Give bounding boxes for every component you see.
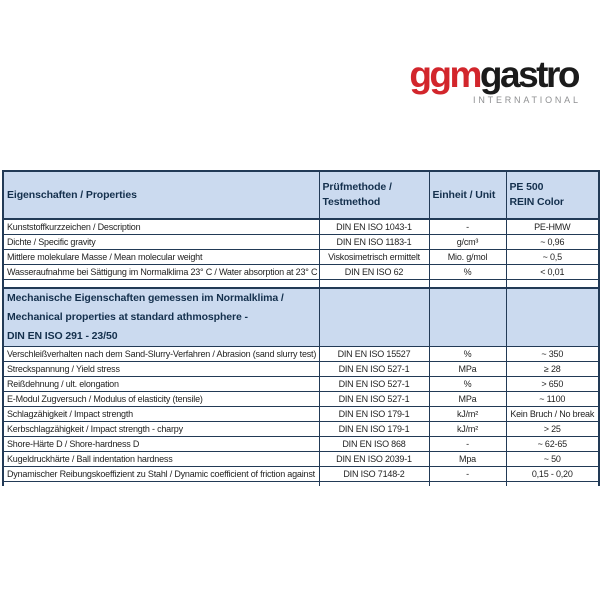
method-cell: DIN EN ISO 868 <box>319 437 429 452</box>
brand-logo <box>409 54 581 105</box>
section-header-cell <box>3 288 319 347</box>
unit-cell: kJ/m² <box>429 407 506 422</box>
unit-cell: Mpa <box>429 452 506 467</box>
section-line-2: Mechanical properties at standard athmosphere - <box>7 311 248 323</box>
value-cell: ~ 50 <box>506 452 599 467</box>
unit-cell: Mio. g/mol <box>429 250 506 265</box>
unit-cell: % <box>429 347 506 362</box>
unit-cell: % <box>429 377 506 392</box>
property-cell: Dichte / Specific gravity <box>3 235 319 250</box>
property-cell: Reißdehnung / ult. elongation <box>3 377 319 392</box>
table-row <box>3 437 599 452</box>
header-value-line2: REIN Color <box>509 196 564 208</box>
header-value <box>506 171 599 219</box>
property-cell: Dynamischer Reibungskoeffizient zu Stahl / Dynamic coefficient of friction against <box>3 467 319 482</box>
unit-cell: MPa <box>429 362 506 377</box>
method-cell: DIN EN ISO 527-1 <box>319 377 429 392</box>
table-header-row <box>3 171 599 219</box>
property-cell: Kugeldruckhärte / Ball indentation hardness <box>3 452 319 467</box>
value-cell: ~ 0,96 <box>506 235 599 250</box>
table-row <box>3 219 599 235</box>
method-cell: DIN EN ISO 1183-1 <box>319 235 429 250</box>
table-row <box>3 452 599 467</box>
unit-cell: - <box>429 467 506 482</box>
header-value-line1: PE 500 <box>509 181 544 193</box>
property-cell: Kerbschlagzähigkeit / Impact strength - charpy <box>3 422 319 437</box>
header-method-line1: Prüfmethode / <box>322 181 392 193</box>
table-row <box>3 265 599 280</box>
section-line-1: Mechanische Eigenschaften gemessen im Normalklima / <box>7 292 284 304</box>
value-cell: Kein Bruch / No break <box>506 407 599 422</box>
table-row <box>3 235 599 250</box>
property-cell: Kunststoffkurzzeichen / Description <box>3 219 319 235</box>
method-cell: DIN EN ISO 2039-1 <box>319 452 429 467</box>
property-cell: Streckspannung / Yield stress <box>3 362 319 377</box>
table-row <box>3 377 599 392</box>
spacer-row <box>3 280 599 289</box>
table-row <box>3 392 599 407</box>
property-cell: Verschleißverhalten nach dem Sand-Slurry-Verfahren / Abrasion (sand slurry test) <box>3 347 319 362</box>
method-cell: DIN EN ISO 1043-1 <box>319 219 429 235</box>
method-cell: DIN EN ISO 179-1 <box>319 407 429 422</box>
unit-cell: g/cm³ <box>429 235 506 250</box>
brand-logo-tagline: INTERNATIONAL <box>473 95 581 105</box>
spec-table <box>2 170 600 486</box>
table-row <box>3 407 599 422</box>
table-row <box>3 422 599 437</box>
brand-logo-gastro: gastro <box>479 54 578 95</box>
cut-off-row <box>3 482 599 487</box>
table-row <box>3 467 599 482</box>
unit-cell: MPa <box>429 392 506 407</box>
property-cell: Mittlere molekulare Masse / Mean molecular weight <box>3 250 319 265</box>
method-cell: Viskosimetrisch ermittelt <box>319 250 429 265</box>
value-cell: ~ 350 <box>506 347 599 362</box>
value-cell: ~ 1100 <box>506 392 599 407</box>
property-cell: E-Modul Zugversuch / Modulus of elasticity (tensile) <box>3 392 319 407</box>
method-cell: DIN EN ISO 527-1 <box>319 362 429 377</box>
method-cell: DIN EN ISO 179-1 <box>319 422 429 437</box>
value-cell: > 650 <box>506 377 599 392</box>
property-cell: Shore-Härte D / Shore-hardness D <box>3 437 319 452</box>
section-header-row <box>3 288 599 347</box>
value-cell: ~ 0,5 <box>506 250 599 265</box>
header-property: Eigenschaften / Properties <box>3 171 319 219</box>
method-cell: DIN ISO 7148-2 <box>319 467 429 482</box>
value-cell: > 25 <box>506 422 599 437</box>
value-cell: ~ 62-65 <box>506 437 599 452</box>
table-row <box>3 347 599 362</box>
value-cell: PE-HMW <box>506 219 599 235</box>
method-cell: DIN EN ISO 15527 <box>319 347 429 362</box>
unit-cell: - <box>429 437 506 452</box>
value-cell: ≥ 28 <box>506 362 599 377</box>
table-row <box>3 362 599 377</box>
method-cell: DIN EN ISO 62 <box>319 265 429 280</box>
property-cell: Schlagzähigkeit / Impact strength <box>3 407 319 422</box>
value-cell: < 0,01 <box>506 265 599 280</box>
method-cell: DIN EN ISO 527-1 <box>319 392 429 407</box>
property-cell: Wasseraufnahme bei Sättigung im Normalklima 23° C / Water absorption at 23° C <box>3 265 319 280</box>
brand-logo-ggm: ggm <box>409 54 480 95</box>
header-method <box>319 171 429 219</box>
table-row <box>3 250 599 265</box>
unit-cell: kJ/m² <box>429 422 506 437</box>
unit-cell: % <box>429 265 506 280</box>
section-line-3: DIN EN ISO 291 - 23/50 <box>7 330 118 342</box>
header-method-line2: Testmethod <box>322 196 381 208</box>
value-cell: 0,15 - 0,20 <box>506 467 599 482</box>
unit-cell: - <box>429 219 506 235</box>
header-unit: Einheit / Unit <box>429 171 506 219</box>
brand-logo-wordmark <box>409 56 578 93</box>
